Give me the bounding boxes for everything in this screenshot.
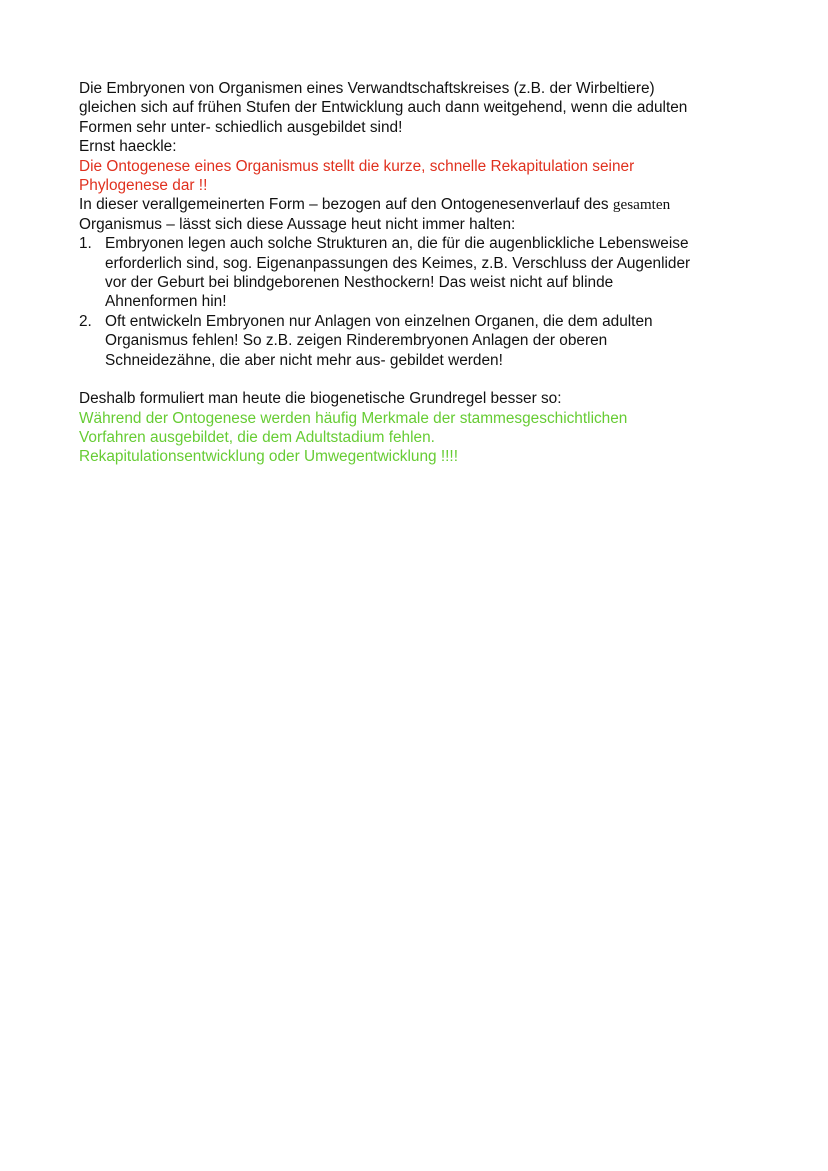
list-item-line: Schneidezähne, die aber nicht mehr aus- gebildet werden!: [105, 351, 503, 369]
author-label: Ernst haeckle:: [79, 138, 177, 156]
intro-line: Formen sehr unter- schiedlich ausgebildet sind!: [79, 118, 403, 136]
critique-line: Organismus – lässt sich diese Aussage heut nicht immer halten:: [79, 215, 516, 233]
revised-rule-line: Während der Ontogenese werden häufig Merkmale der stammesgeschichtlichen: [79, 409, 628, 427]
list-item-line: vor der Geburt bei blindgeborenen Nesthockern! Das weist nicht auf blinde: [105, 274, 614, 292]
document-page: [79, 79, 759, 467]
critique-paragraph: [79, 195, 759, 234]
list-number: 2.: [79, 312, 92, 330]
haeckel-quote: [79, 157, 759, 196]
critique-serif-word: gesamten: [612, 196, 671, 214]
quote-line: Phylogenese dar !!: [79, 177, 208, 195]
quote-line: Die Ontogenese eines Organismus stellt die kurze, schnelle Rekapitulation seiner: [79, 157, 635, 175]
list-number: 1.: [79, 235, 92, 253]
conclusion-intro: Deshalb formuliert man heute die biogenetische Grundregel besser so:: [79, 390, 562, 408]
revised-rule-line: Vorfahren ausgebildet, die dem Adultstadium fehlen.: [79, 428, 435, 446]
numbered-list: [79, 234, 759, 370]
list-item-line: Ahnenformen hin!: [105, 293, 227, 311]
list-item: [79, 234, 759, 312]
intro-line: Die Embryonen von Organismen eines Verwandtschaftskreises (z.B. der Wirbeltiere): [79, 80, 655, 97]
revised-rule: [79, 409, 759, 467]
list-item-line: erforderlich sind, sog. Eigenanpassungen des Keimes, z.B. Verschluss der Augenlider: [105, 254, 691, 272]
list-item: [79, 312, 759, 370]
list-item-line: Organismus fehlen! So z.B. zeigen Rinderembryonen Anlagen der oberen: [105, 332, 608, 350]
intro-paragraph: [79, 79, 759, 157]
list-item-line: Oft entwickeln Embryonen nur Anlagen von einzelnen Organen, die dem adulten: [105, 312, 653, 330]
critique-line: [79, 195, 759, 214]
conclusion-paragraph: [79, 389, 759, 467]
revised-rule-line: Rekapitulationsentwicklung oder Umwegentwicklung !!!!: [79, 448, 458, 466]
intro-line: gleichen sich auf frühen Stufen der Entwicklung auch dann weitgehend, wenn die adulten: [79, 99, 688, 117]
paragraph-gap: [79, 370, 759, 389]
list-item-line: Embryonen legen auch solche Strukturen an, die für die augenblickliche Lebensweise: [105, 235, 689, 253]
critique-text: In dieser verallgemeinerten Form – bezogen auf den Ontogenesenverlauf des: [79, 196, 613, 214]
